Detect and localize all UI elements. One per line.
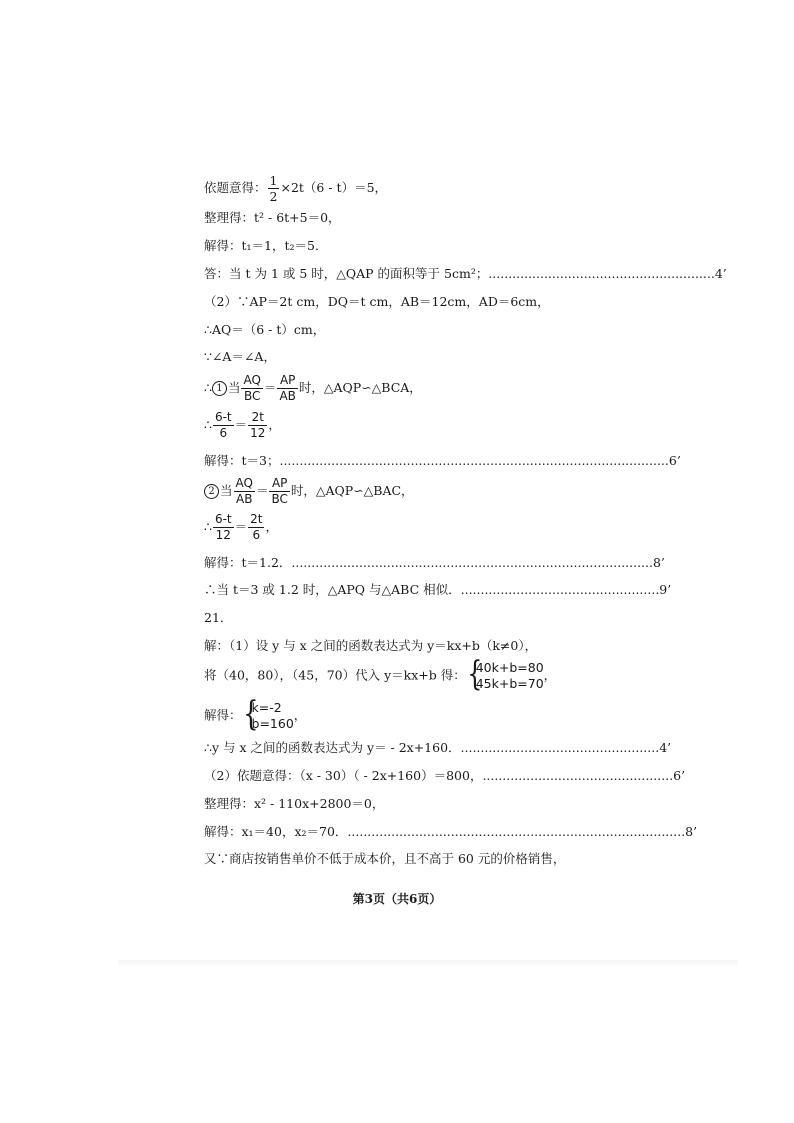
text: 当 bbox=[227, 380, 241, 395]
numerator: 2t bbox=[250, 512, 263, 526]
line-proportion-2 bbox=[204, 512, 278, 543]
denominator: 12 bbox=[250, 426, 266, 440]
line-part-1-setup: 解：（1）设 y 与 x 之间的函数表达式为 y＝kx+b（k≠0）， bbox=[204, 638, 538, 653]
line-solve-t: 解得：t₁＝1，t₂＝5． bbox=[204, 238, 328, 253]
fraction-half bbox=[268, 173, 280, 204]
question-number: 21． bbox=[204, 610, 233, 625]
equals: ＝ bbox=[263, 380, 277, 395]
fraction bbox=[213, 410, 234, 441]
denominator: BC bbox=[271, 492, 288, 506]
equation: b=160 bbox=[251, 716, 294, 731]
line-substitute bbox=[204, 660, 556, 692]
line-system-solution bbox=[204, 700, 306, 732]
denominator: 6 bbox=[219, 426, 228, 440]
numerator: 6-t bbox=[214, 512, 232, 526]
text: 将（40，80），（45，70）代入 y＝kx+b 得： bbox=[204, 667, 466, 683]
circled-number: 1 bbox=[212, 381, 227, 396]
text: 时，△AQP∽△BCA， bbox=[298, 380, 422, 395]
line-part-2-equation: （2）依题意得：（x - 30）（ - 2x+160）＝800，................................................6’ bbox=[204, 768, 686, 783]
text: 解得： bbox=[204, 707, 242, 723]
equation: 45k+b=70 bbox=[475, 676, 544, 691]
denominator: 12 bbox=[215, 528, 231, 542]
denominator: 2 bbox=[269, 189, 278, 204]
fraction bbox=[277, 373, 297, 404]
therefore-symbol: ∴ bbox=[204, 519, 212, 534]
line-condition bbox=[204, 173, 387, 204]
line-constraint: 又∵商店按销售单价不低于成本价，且不高于 60 元的价格销售， bbox=[204, 851, 566, 866]
numerator: AQ bbox=[243, 373, 261, 387]
line-aq: ∴AQ＝（6 - t）cm， bbox=[204, 322, 326, 337]
line-function: ∴y 与 x 之间的函数表达式为 y＝ - 2x+160．..................................................4’ bbox=[204, 740, 672, 755]
numerator: 1 bbox=[269, 173, 278, 188]
line-answer-1: 答：当 t 为 1 或 5 时，△QAP 的面积等于 5cm²；.........................................................4’ bbox=[204, 266, 727, 281]
solution-system bbox=[242, 700, 294, 732]
numerator: 6-t bbox=[214, 410, 232, 424]
equation: { 40k+b=80 bbox=[475, 660, 544, 675]
line-roots: 解得：x₁＝40，x₂＝70．.....................................................................................8’ bbox=[204, 824, 698, 839]
equation-system bbox=[466, 660, 544, 692]
fraction bbox=[241, 373, 262, 404]
line-case-1 bbox=[204, 373, 422, 404]
equals: ＝ bbox=[234, 417, 248, 432]
text: ， bbox=[268, 417, 281, 432]
line-solve-3: 解得：t＝3；..................................................................................................6’ bbox=[204, 453, 681, 468]
numerator: AP bbox=[269, 476, 289, 492]
text: ， bbox=[543, 667, 557, 683]
line-quadratic: 整理得：x² - 110x+2800＝0， bbox=[204, 796, 385, 811]
denominator: BC bbox=[243, 389, 261, 403]
therefore-symbol: ∴ bbox=[204, 380, 212, 395]
text: 时，△AQP∽△BAC， bbox=[290, 483, 414, 498]
text: ， bbox=[293, 707, 307, 723]
numerator: AP bbox=[277, 373, 297, 389]
line-case-2 bbox=[204, 476, 414, 507]
equals: ＝ bbox=[234, 519, 248, 534]
equals: ＝ bbox=[255, 483, 269, 498]
denominator: 6 bbox=[252, 528, 261, 542]
fraction bbox=[248, 410, 267, 441]
fraction bbox=[234, 476, 255, 507]
fraction bbox=[269, 476, 289, 507]
denominator: AB bbox=[279, 389, 296, 403]
circled-number: 2 bbox=[204, 484, 219, 499]
page-edge-shadow bbox=[118, 960, 738, 968]
fraction bbox=[213, 512, 234, 543]
fraction bbox=[248, 512, 264, 543]
line-angle: ∵∠A＝∠A， bbox=[204, 349, 276, 364]
numerator: AQ bbox=[235, 476, 253, 490]
page-footer: 第3页（共6页） bbox=[352, 892, 442, 906]
denominator: AB bbox=[236, 492, 253, 506]
line-part-2-given: （2）∵AP＝2t cm，DQ＝t cm，AB＝12cm，AD＝6cm， bbox=[204, 294, 550, 309]
equation: { k=-2 bbox=[251, 700, 282, 715]
line-conclusion: ∴当 t＝3 或 1.2 时，△APQ 与△ABC 相似．..................................................9’ bbox=[204, 582, 672, 597]
text: ， bbox=[265, 519, 278, 534]
line-simplify: 整理得：t² - 6t+5＝0， bbox=[204, 210, 341, 225]
text: ×2t（6 - t）＝5， bbox=[280, 180, 388, 195]
text: 依题意得： bbox=[204, 180, 267, 195]
therefore-symbol: ∴ bbox=[204, 417, 212, 432]
text: 当 bbox=[220, 483, 233, 498]
line-proportion-1 bbox=[204, 410, 281, 441]
numerator: 2t bbox=[248, 410, 267, 426]
line-solve-1-2: 解得：t＝1.2．...........................................................................................8’ bbox=[204, 555, 665, 570]
